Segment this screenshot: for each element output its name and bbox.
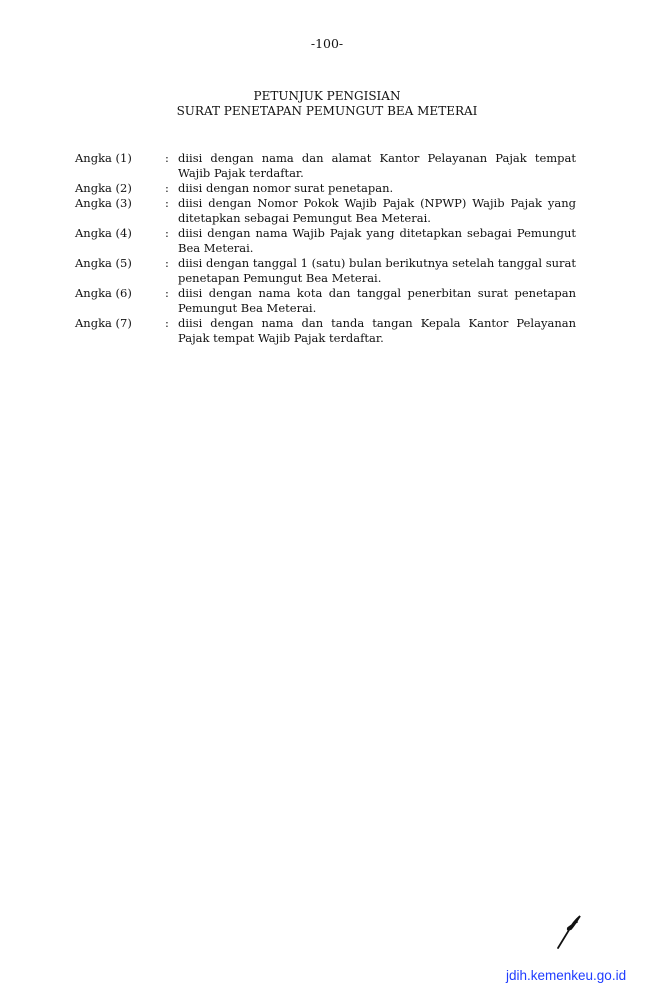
list-item	[75, 196, 576, 226]
list-item	[75, 316, 576, 346]
item-separator: :	[165, 316, 169, 330]
item-label: Angka (2)	[75, 181, 132, 195]
list-item	[75, 256, 576, 286]
title-line-2: SURAT PENETAPAN PEMUNGUT BEA METERAI	[176, 104, 478, 118]
item-label: Angka (6)	[75, 286, 132, 300]
list-item	[75, 181, 576, 196]
list-item	[75, 226, 576, 256]
item-separator: :	[165, 256, 169, 270]
item-separator: :	[165, 151, 169, 165]
item-text: diisi dengan tanggal 1 (satu) bulan berikutnya setelah tanggal surat penetapan Pemungut Bea Meterai.	[178, 256, 576, 285]
item-text: diisi dengan nama dan tanda tangan Kepala Kantor Pelayanan Pajak tempat Wajib Pajak terdaftar.	[178, 316, 576, 345]
item-label: Angka (1)	[75, 151, 132, 165]
instruction-list	[75, 151, 576, 346]
title-line-1: PETUNJUK PENGISIAN	[253, 89, 401, 103]
item-text: diisi dengan nama dan alamat Kantor Pelayanan Pajak tempat Wajib Pajak terdaftar.	[178, 151, 576, 180]
document-title	[0, 89, 654, 119]
item-separator: :	[165, 286, 169, 300]
list-item	[75, 286, 576, 316]
item-label: Angka (5)	[75, 256, 132, 270]
item-separator: :	[165, 196, 169, 210]
item-separator: :	[165, 181, 169, 195]
item-label: Angka (7)	[75, 316, 132, 330]
jdih-link[interactable]: jdih.kemenkeu.go.id	[506, 968, 627, 983]
item-label: Angka (4)	[75, 226, 132, 240]
item-text: diisi dengan nomor surat penetapan.	[178, 181, 394, 195]
initial-signature-icon	[555, 914, 587, 950]
page-number: -100-	[310, 36, 344, 51]
list-item	[75, 151, 576, 181]
item-text: diisi dengan Nomor Pokok Wajib Pajak (NPWP) Wajib Pajak yang ditetapkan sebagai Pemungut Bea Meterai.	[178, 196, 576, 225]
item-label: Angka (3)	[75, 196, 132, 210]
item-text: diisi dengan nama Wajib Pajak yang ditetapkan sebagai Pemungut Bea Meterai.	[178, 226, 576, 255]
item-text: diisi dengan nama kota dan tanggal penerbitan surat penetapan Pemungut Bea Meterai.	[178, 286, 576, 315]
item-separator: :	[165, 226, 169, 240]
